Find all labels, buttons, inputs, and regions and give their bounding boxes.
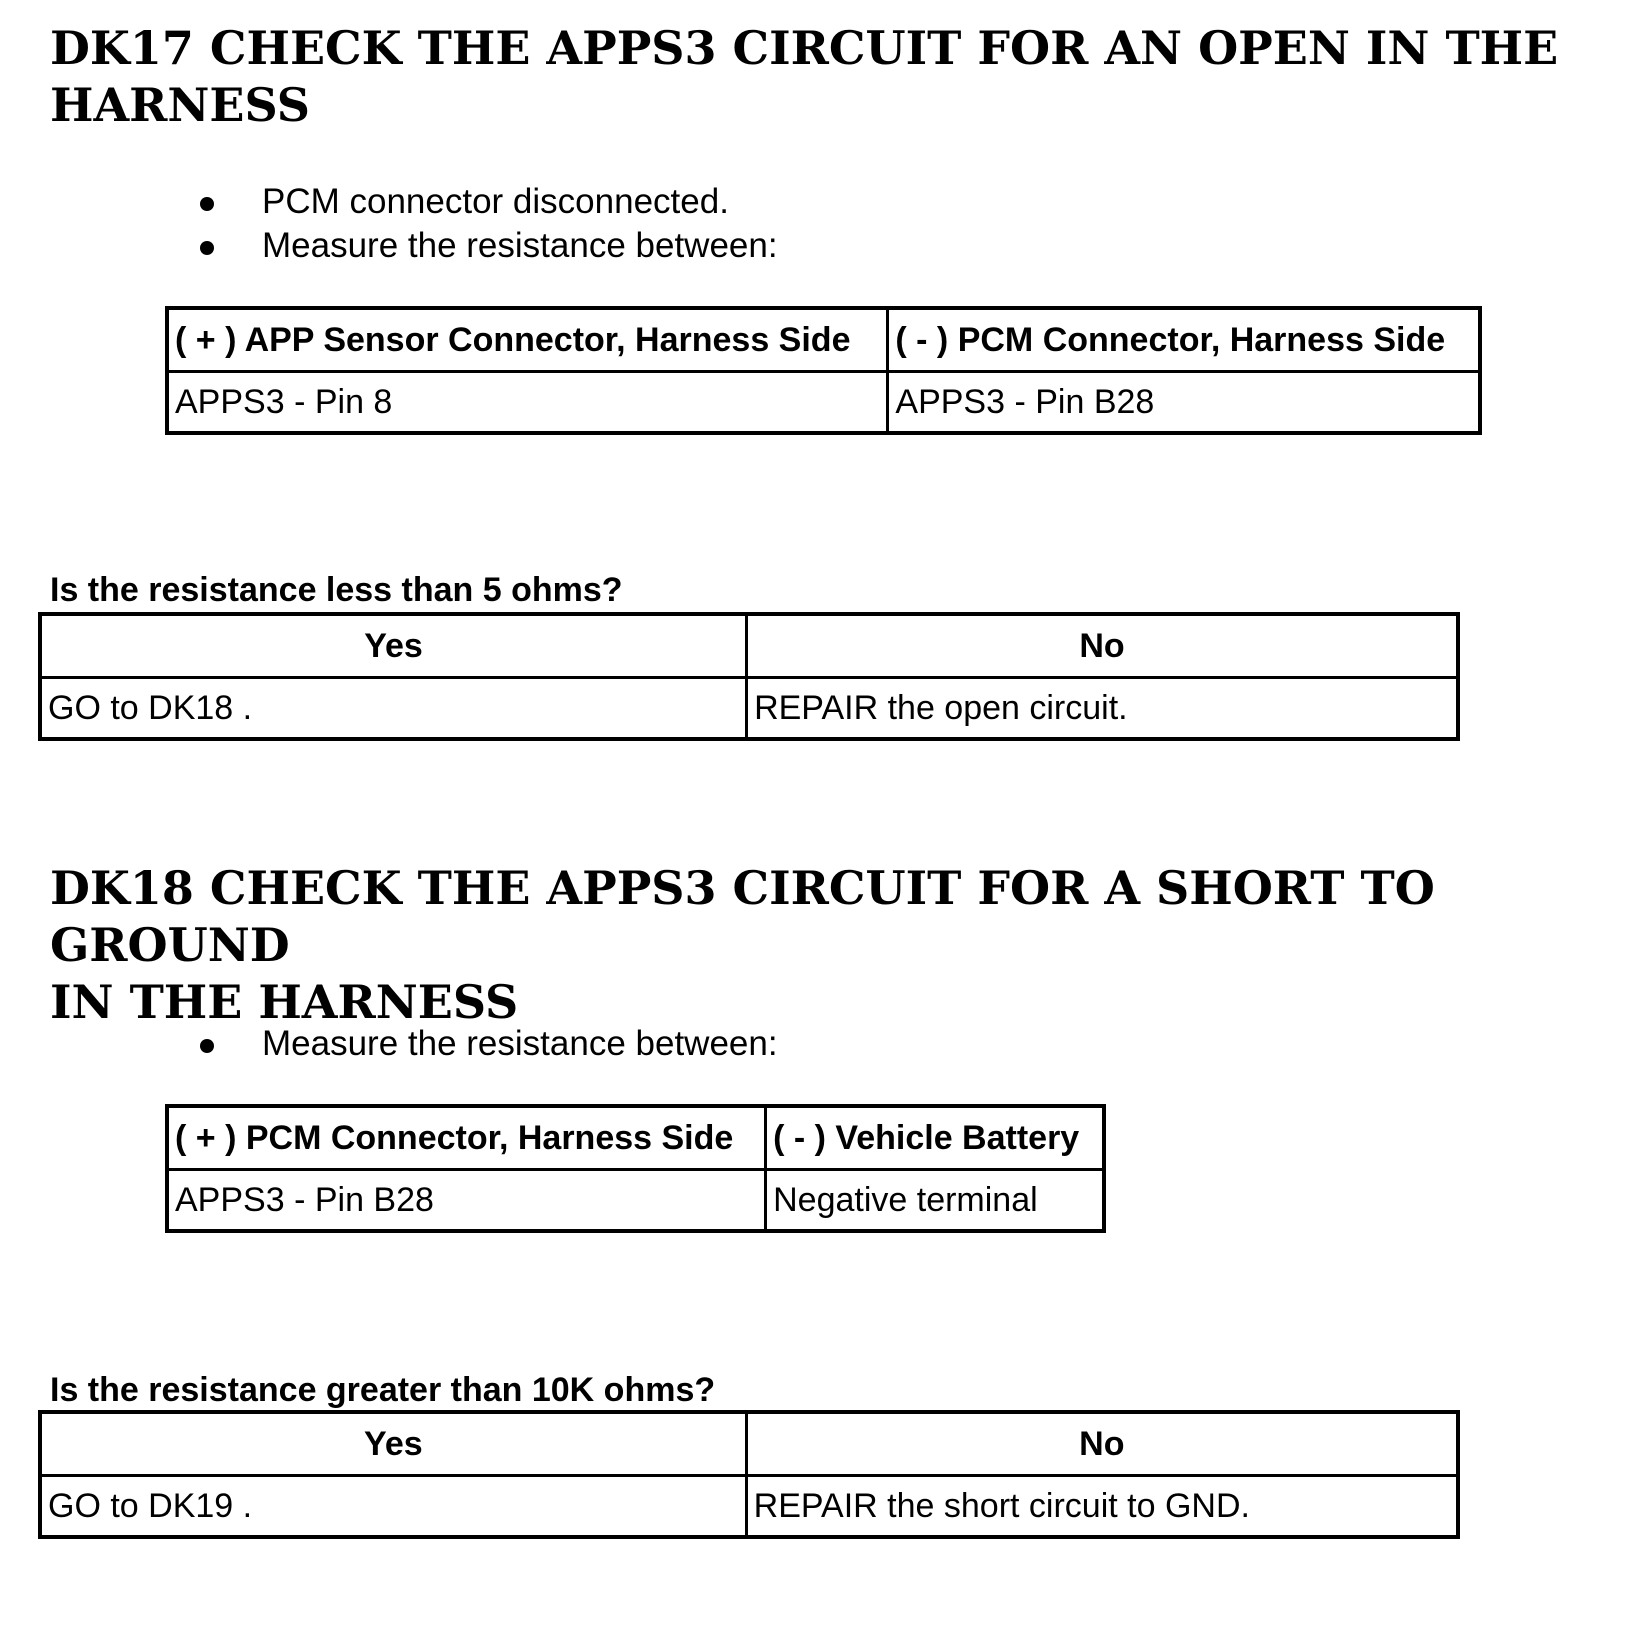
dk17-question: Is the resistance less than 5 ohms? <box>50 571 623 609</box>
list-item: Measure the resistance between: <box>200 224 778 268</box>
column-header: ( - ) PCM Connector, Harness Side <box>888 308 1480 372</box>
dk17-measure-table <box>165 306 1482 435</box>
table-header-row <box>40 614 1458 678</box>
dk18-heading <box>50 860 1648 1031</box>
table-cell: Negative terminal <box>766 1170 1104 1232</box>
bullet-icon <box>200 241 214 255</box>
table-row <box>40 678 1458 740</box>
bullet-icon <box>200 197 214 211</box>
table-header-row <box>167 308 1480 372</box>
dk18-bullet-list <box>200 1022 778 1066</box>
table-cell: APPS3 - Pin B28 <box>888 372 1480 434</box>
dk18-question: Is the resistance greater than 10K ohms? <box>50 1371 716 1409</box>
no-header: No <box>746 1412 1458 1476</box>
table-header-row <box>167 1106 1104 1170</box>
column-header: ( - ) Vehicle Battery <box>766 1106 1104 1170</box>
table-row <box>167 1170 1104 1232</box>
yes-action-cell: GO to DK18 . <box>40 678 747 740</box>
dk17-answer-table <box>38 612 1460 741</box>
dk17-bullet-list <box>200 180 778 268</box>
bullet-icon <box>200 1039 214 1053</box>
table-row <box>40 1476 1458 1538</box>
dk18-answer-table <box>38 1410 1460 1539</box>
no-action-cell: REPAIR the short circuit to GND. <box>746 1476 1458 1538</box>
column-header: ( + ) APP Sensor Connector, Harness Side <box>167 308 888 372</box>
dk17-heading-line2: HARNESS <box>50 78 310 132</box>
dk17-heading-line1: DK17 CHECK THE APPS3 CIRCUIT FOR AN OPEN IN THE <box>50 21 1559 75</box>
dk17-heading <box>50 20 1558 134</box>
no-action-cell: REPAIR the open circuit. <box>747 678 1458 740</box>
list-item: PCM connector disconnected. <box>200 180 778 224</box>
table-row <box>167 372 1480 434</box>
yes-header: Yes <box>40 1412 746 1476</box>
no-header: No <box>747 614 1458 678</box>
list-item: Measure the resistance between: <box>200 1022 778 1066</box>
yes-header: Yes <box>40 614 747 678</box>
dk18-measure-table <box>165 1104 1106 1233</box>
dk18-heading-line1: DK18 CHECK THE APPS3 CIRCUIT FOR A SHORT TO GROUND <box>50 861 1435 972</box>
table-cell: APPS3 - Pin 8 <box>167 372 888 434</box>
yes-action-cell: GO to DK19 . <box>40 1476 746 1538</box>
column-header: ( + ) PCM Connector, Harness Side <box>167 1106 766 1170</box>
dk18-heading-line2: IN THE HARNESS <box>50 975 519 1029</box>
table-cell: APPS3 - Pin B28 <box>167 1170 766 1232</box>
table-header-row <box>40 1412 1458 1476</box>
